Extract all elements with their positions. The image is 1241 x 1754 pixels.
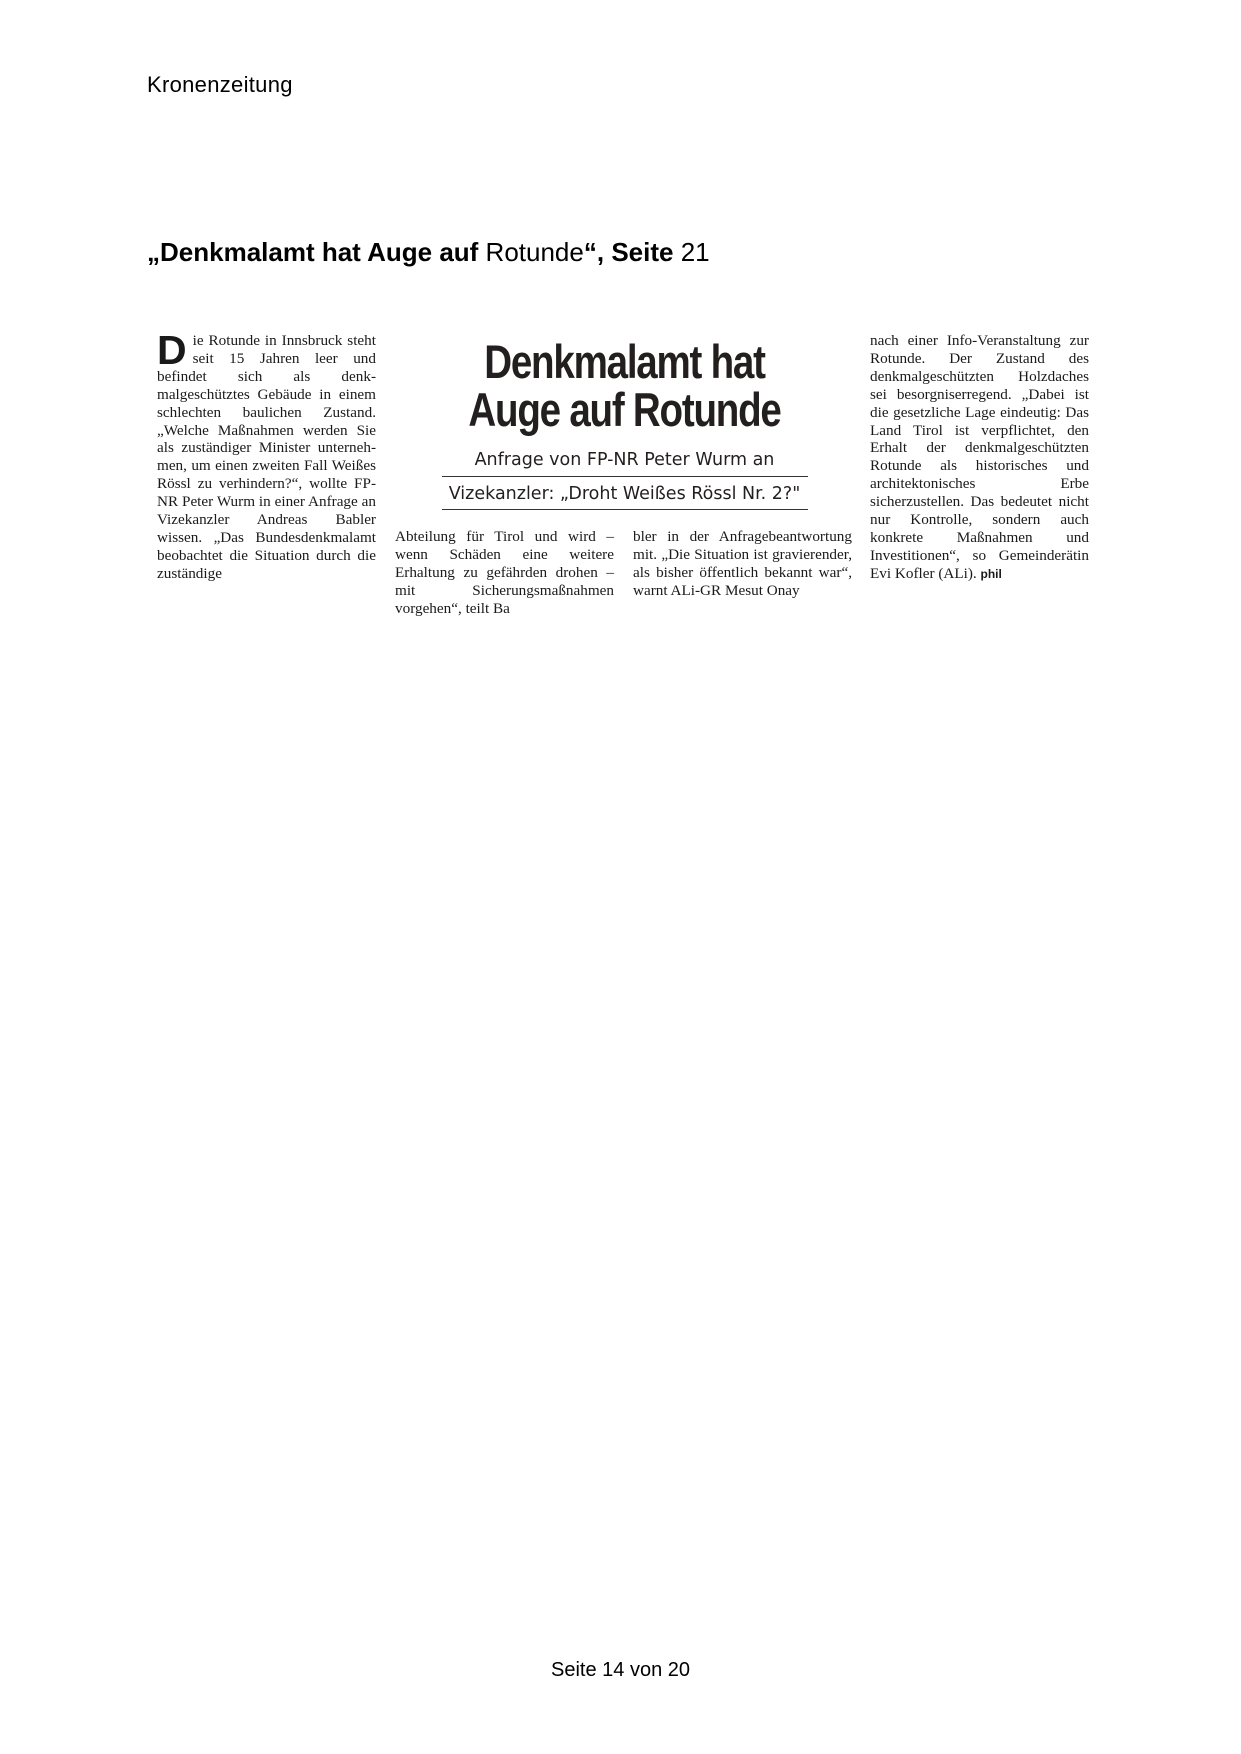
subtitle-line-1: Anfrage von FP-NR Peter Wurm an xyxy=(442,450,808,477)
headline-page-number: 21 xyxy=(673,237,710,267)
headline-open-quote: „ xyxy=(147,237,160,267)
title-line-1: Denkmalamt hat xyxy=(484,335,765,388)
author-signature: phil xyxy=(980,566,1002,581)
headline-bold-part: Denkmalamt hat Auge auf xyxy=(160,237,479,267)
article-title-block xyxy=(397,332,852,510)
title-line-2: Auge auf Rotunde xyxy=(468,383,781,436)
headline-page-label: Seite xyxy=(611,237,674,267)
article-column-2 xyxy=(395,528,614,618)
column-1-text: ie Rotunde in Innsbruck steht seit 15 Jahren leer und befindet sich als denkmalgeschütztes Gebäude in einem schlechten baulichen Zustand. „Welche Maßnahmen werden Sie als zuständiger Minister unternehmen, um einen zweiten Fall Weißes Rössl zu verhindern?“, wollte FP-NR Peter Wurm in einer Anfrage an Vizekanzler Andreas Babler wissen. „Das Bundesdenkmalamt beobachtet die Situation durch die zuständige xyxy=(157,332,376,582)
article-column-4 xyxy=(870,332,1089,584)
subtitle-line-2: Vizekanzler: „Droht Weißes Rössl Nr. 2?" xyxy=(442,477,808,510)
article-column-1 xyxy=(157,327,376,583)
drop-cap: D xyxy=(157,327,187,373)
column-2-text: Abteilung für Tirol und wird – wenn Schäden eine weitere Erhaltung zu gefährden drohen – mit Sicherungsmaßnahmen vorgehen“, teilt Ba xyxy=(395,528,614,617)
column-4-text: nach einer Info-Veranstaltung zur Rotunde. Der Zustand des denkmalgeschützten Holzdaches sei besorgniserregend. „Dabei ist die gesetzliche Lage eindeutig: Das Land Tirol ist verpflichtet, den Erhalt der denkmalgeschützten Rotunde als historisches und architektonisches Erbe sicherzustellen. Das bedeutet nicht nur Kontrolle, sondern auch konkrete Maßnahmen und Investitionen“, so Gemeinderätin Evi Kofler (ALi). xyxy=(870,332,1089,582)
headline-normal-part: Rotunde xyxy=(478,237,584,267)
article-headline xyxy=(147,237,710,268)
page-footer: Seite 14 von 20 xyxy=(551,1659,690,1681)
newspaper-clipping xyxy=(157,327,1089,622)
source-label: Kronenzeitung xyxy=(147,72,293,97)
headline-close-quote: “, xyxy=(583,237,612,267)
column-3-text: bler in der Anfragebeantwortung mit. „Die Situation ist gravierender, als bisher öffentlich bekannt war“, warnt ALi-GR Mesut Onay xyxy=(633,528,852,599)
article-column-3 xyxy=(633,528,852,600)
article-title xyxy=(438,335,811,436)
